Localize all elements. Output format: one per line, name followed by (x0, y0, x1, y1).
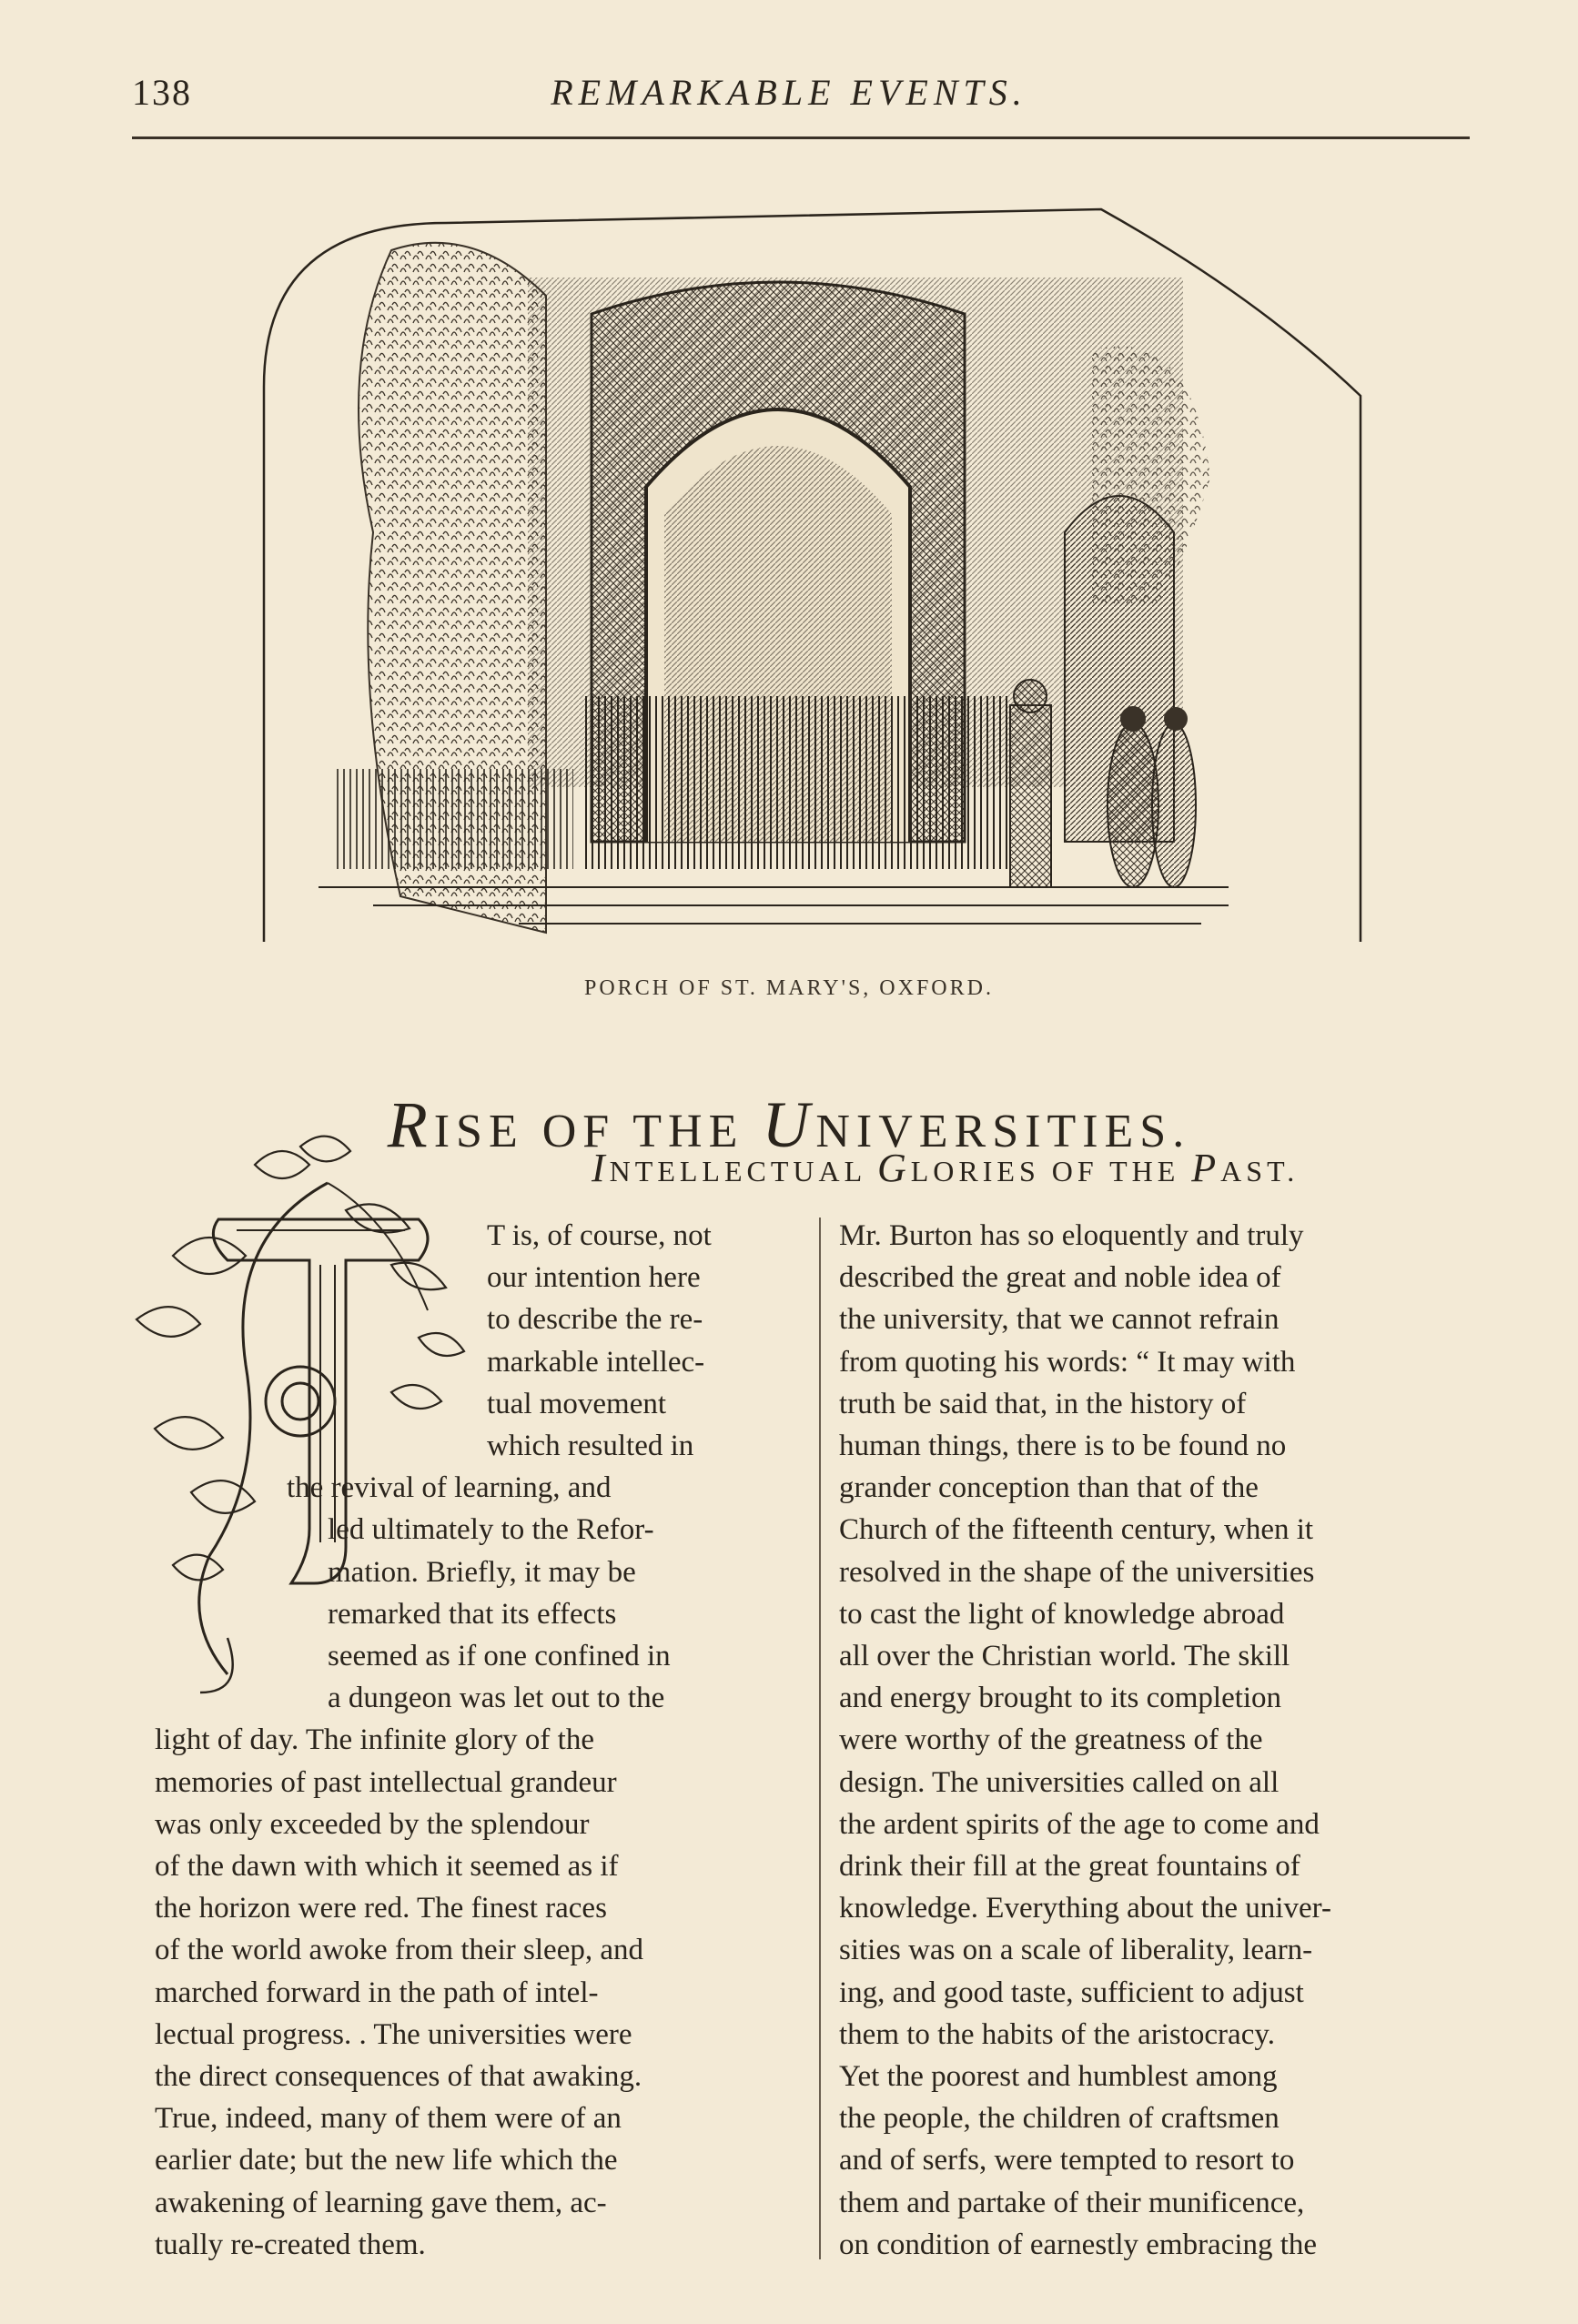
text-line: mation. Briefly, it may be (328, 1555, 636, 1589)
text-line: human things, there is to be found no (839, 1430, 1287, 1463)
text-line: of the dawn with which it seemed as if (155, 1850, 619, 1884)
text-line: knowledge. Everything about the univer- (839, 1892, 1331, 1925)
text-line: ing, and good taste, sufficient to adjust (839, 1975, 1304, 2009)
text-line: them and partake of their munificence, (839, 2186, 1305, 2219)
text-line: sities was on a scale of liberality, learn- (839, 1934, 1313, 1967)
text-line: our intention here (487, 1261, 701, 1295)
text-line: awakening of learning gave them, ac- (155, 2186, 607, 2219)
subtitle-part-2: LORIES OF THE (910, 1155, 1192, 1187)
text-line: resolved in the shape of the universities (839, 1555, 1315, 1589)
title-initial-r: R (387, 1087, 434, 1161)
title-part-1: ISE OF THE (433, 1105, 763, 1157)
text-line: a dungeon was let out to the (328, 1682, 665, 1715)
text-line: seemed as if one confined in (328, 1640, 671, 1673)
text-line: memories of past intellectual grandeur (155, 1765, 617, 1799)
text-line: the university, that we cannot refrain (839, 1303, 1280, 1337)
subtitle-initial-g: G (876, 1146, 911, 1190)
text-line: them to the habits of the aristocracy. (839, 2017, 1275, 2051)
text-line: and of serfs, were tempted to resort to (839, 2144, 1295, 2177)
right-column (839, 1215, 1494, 2266)
text-line: grander conception than that of the (839, 1471, 1259, 1505)
text-line: which resulted in (487, 1430, 694, 1463)
text-line: on condition of earnestly embracing the (839, 2228, 1318, 2261)
text-line: were worthy of the greatness of the (839, 1723, 1263, 1757)
text-line: marched forward in the path of intel- (155, 1975, 599, 2009)
text-line: True, indeed, many of them were of an (155, 2102, 622, 2136)
text-line: earlier date; but the new life which the (155, 2144, 618, 2177)
text-line: markable intellec- (487, 1345, 705, 1379)
text-line: lectual progress. . The universities were (155, 2017, 632, 2051)
subtitle-part-3: AST. (1220, 1155, 1300, 1187)
text-line: all over the Christian world. The skill (839, 1640, 1290, 1673)
text-line: from quoting his words: “ It may with (839, 1345, 1296, 1379)
porch-engraving (246, 187, 1379, 1005)
title-initial-u: U (762, 1087, 816, 1161)
text-line: the people, the children of craftsmen (839, 2102, 1280, 2136)
text-line: to cast the light of knowledge abroad (839, 1597, 1285, 1631)
text-line: remarked that its effects (328, 1597, 617, 1631)
running-head (0, 64, 1578, 118)
subtitle-initial-p: P (1191, 1146, 1221, 1190)
text-line: Yet the poorest and humblest among (839, 2060, 1278, 2094)
title-part-2: NIVERSITIES. (815, 1105, 1191, 1157)
text-line: the revival of learning, and (287, 1471, 612, 1505)
running-title: REMARKABLE EVENTS. (551, 72, 1027, 113)
text-line: design. The universities called on all (839, 1765, 1280, 1799)
text-line: light of day. The infinite glory of the (155, 1723, 594, 1757)
chapter-subtitle (592, 1145, 1299, 1191)
subtitle-initial-i: I (592, 1146, 610, 1190)
text-line: drink their fill at the great fountains of (839, 1850, 1300, 1884)
text-line: the ardent spirits of the age to come and (839, 1807, 1320, 1841)
text-line: tually re-created them. (155, 2228, 426, 2261)
text-line: Mr. Burton has so eloquently and truly (839, 1219, 1304, 1252)
text-line: Church of the fifteenth century, when it (839, 1513, 1314, 1547)
text-line: T is, of course, not (487, 1219, 712, 1252)
page-number: 138 (132, 72, 192, 113)
text-line: and energy brought to its completion (839, 1682, 1282, 1715)
text-line: led ultimately to the Refor- (328, 1513, 654, 1547)
subtitle-part-1: NTELLECTUAL (609, 1155, 877, 1187)
text-line: of the world awoke from their sleep, and (155, 1934, 643, 1967)
text-line: tual movement (487, 1387, 667, 1420)
text-line: was only exceeded by the splendour (155, 1807, 590, 1841)
text-line: the horizon were red. The finest races (155, 1892, 607, 1925)
text-line: truth be said that, in the history of (839, 1387, 1247, 1420)
column-divider (819, 1218, 821, 2259)
text-line: to describe the re- (487, 1303, 703, 1337)
text-line: the direct consequences of that awaking. (155, 2060, 642, 2094)
figure-caption: PORCH OF ST. MARY'S, OXFORD. (584, 976, 994, 1000)
left-column (155, 1215, 792, 2266)
header-rule (132, 136, 1470, 139)
text-line: described the great and noble idea of (839, 1261, 1281, 1295)
